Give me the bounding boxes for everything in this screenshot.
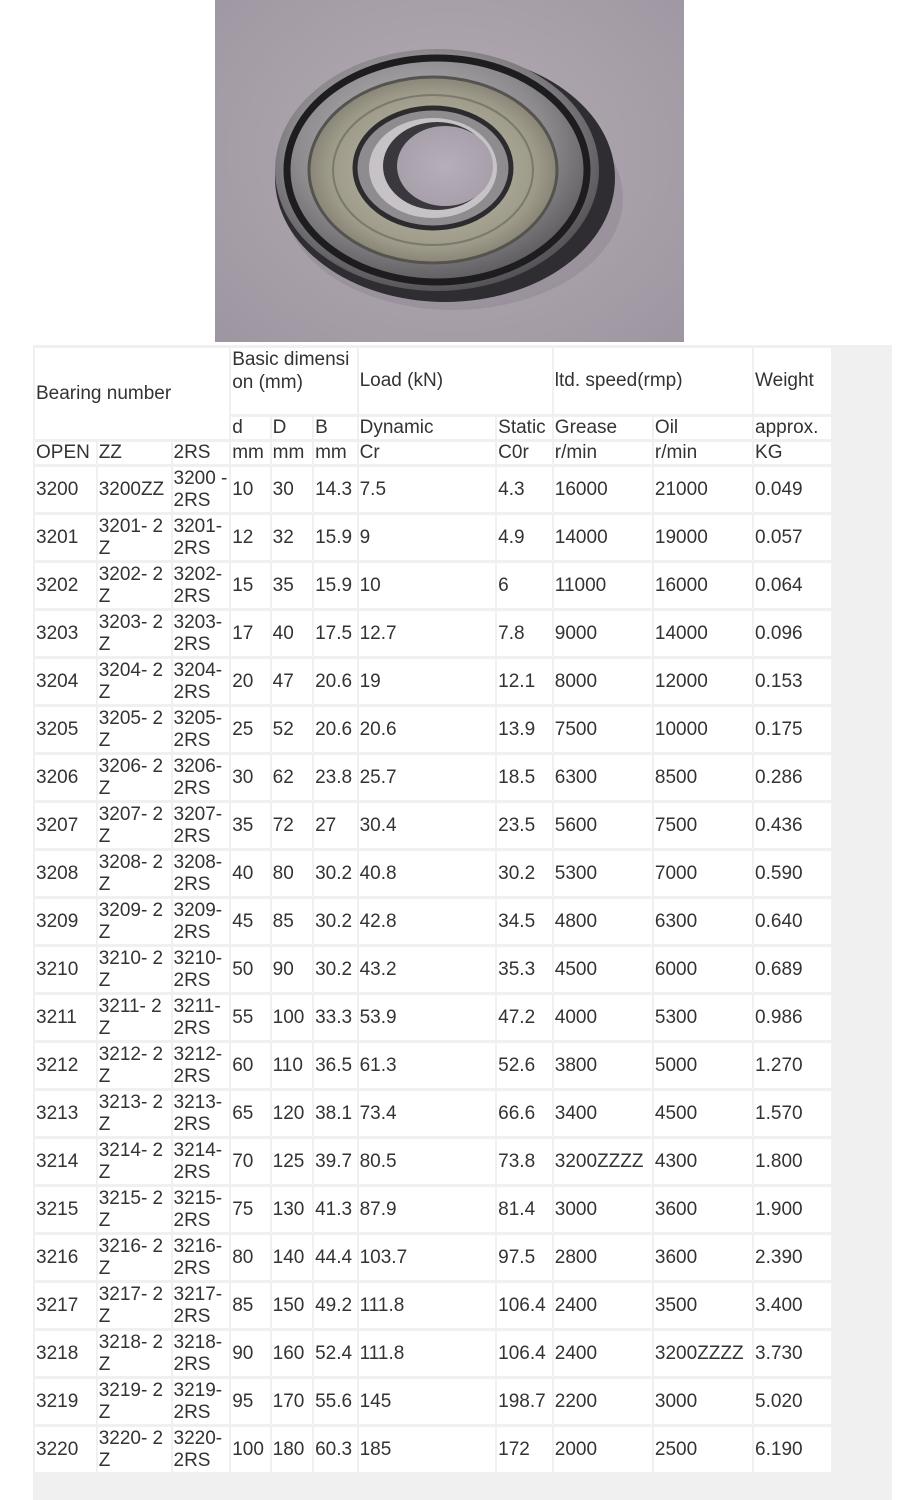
cell-grease: 5300	[554, 851, 652, 896]
cell-rs: 3217- 2RS	[173, 1283, 230, 1328]
cell-D: 62	[272, 755, 312, 800]
cell-D: 120	[272, 1091, 312, 1136]
cell-oil: 19000	[654, 515, 752, 560]
cell-grease: 6300	[554, 755, 652, 800]
header-bearing-number: Bearing number	[35, 348, 229, 439]
cell-cr: 61.3	[359, 1043, 496, 1088]
cell-D: 30	[272, 467, 312, 512]
header-mm-d: mm	[231, 442, 269, 464]
cell-cr: 53.9	[359, 995, 496, 1040]
cell-open: 3203	[35, 611, 96, 656]
cell-zz: 3219- 2Z	[98, 1379, 171, 1424]
cell-c0r: 13.9	[497, 707, 552, 752]
cell-grease: 4500	[554, 947, 652, 992]
cell-kg: 0.640	[754, 899, 831, 944]
cell-B: 30.2	[314, 947, 357, 992]
header-oil: Oil	[654, 417, 752, 439]
cell-zz: 3210- 2Z	[98, 947, 171, 992]
cell-d: 65	[231, 1091, 269, 1136]
cell-cr: 9	[359, 515, 496, 560]
cell-c0r: 172	[497, 1427, 552, 1472]
header-cr: Cr	[359, 442, 496, 464]
cell-D: 72	[272, 803, 312, 848]
cell-B: 49.2	[314, 1283, 357, 1328]
table-row	[35, 755, 831, 800]
header-approx: approx.	[754, 417, 831, 439]
cell-oil: 16000	[654, 563, 752, 608]
cell-oil: 8500	[654, 755, 752, 800]
cell-grease: 7500	[554, 707, 652, 752]
cell-open: 3208	[35, 851, 96, 896]
cell-zz: 3205- 2Z	[98, 707, 171, 752]
header-speed: ltd. speed(rmp)	[554, 348, 752, 414]
cell-grease: 2400	[554, 1331, 652, 1376]
cell-D: 90	[272, 947, 312, 992]
cell-grease: 9000	[554, 611, 652, 656]
header-load: Load (kN)	[359, 348, 552, 414]
cell-B: 33.3	[314, 995, 357, 1040]
cell-cr: 73.4	[359, 1091, 496, 1136]
cell-c0r: 7.8	[497, 611, 552, 656]
cell-cr: 42.8	[359, 899, 496, 944]
table-row	[35, 659, 831, 704]
cell-kg: 1.270	[754, 1043, 831, 1088]
cell-rs: 3208- 2RS	[173, 851, 230, 896]
header-B: B	[314, 417, 357, 439]
cell-rs: 3215- 2RS	[173, 1187, 230, 1232]
spec-table-container	[33, 345, 892, 1500]
cell-zz: 3212- 2Z	[98, 1043, 171, 1088]
header-open: OPEN	[35, 442, 96, 464]
cell-D: 130	[272, 1187, 312, 1232]
table-row	[35, 1043, 831, 1088]
table-row	[35, 707, 831, 752]
header-2rs: 2RS	[173, 442, 230, 464]
header-row-1	[35, 348, 831, 414]
table-row	[35, 1187, 831, 1232]
cell-zz: 3206- 2Z	[98, 755, 171, 800]
cell-kg: 0.286	[754, 755, 831, 800]
cell-rs: 3220- 2RS	[173, 1427, 230, 1472]
cell-c0r: 35.3	[497, 947, 552, 992]
cell-zz: 3201- 2Z	[98, 515, 171, 560]
cell-open: 3206	[35, 755, 96, 800]
cell-d: 20	[231, 659, 269, 704]
cell-oil: 14000	[654, 611, 752, 656]
cell-c0r: 4.3	[497, 467, 552, 512]
cell-oil: 12000	[654, 659, 752, 704]
cell-d: 70	[231, 1139, 269, 1184]
cell-grease: 14000	[554, 515, 652, 560]
cell-zz: 3211- 2Z	[98, 995, 171, 1040]
cell-kg: 0.153	[754, 659, 831, 704]
cell-open: 3200	[35, 467, 96, 512]
cell-open: 3210	[35, 947, 96, 992]
cell-rs: 3203- 2RS	[173, 611, 230, 656]
cell-zz: 3207- 2Z	[98, 803, 171, 848]
table-row	[35, 1139, 831, 1184]
header-row-3	[35, 442, 831, 464]
cell-grease: 11000	[554, 563, 652, 608]
cell-grease: 16000	[554, 467, 652, 512]
cell-oil: 3600	[654, 1187, 752, 1232]
cell-d: 12	[231, 515, 269, 560]
cell-kg: 0.057	[754, 515, 831, 560]
cell-zz: 3200ZZ	[98, 467, 171, 512]
header-kg: KG	[754, 442, 831, 464]
cell-oil: 4500	[654, 1091, 752, 1136]
cell-d: 90	[231, 1331, 269, 1376]
cell-oil: 7000	[654, 851, 752, 896]
cell-cr: 145	[359, 1379, 496, 1424]
cell-rs: 3202- 2RS	[173, 563, 230, 608]
cell-kg: 3.730	[754, 1331, 831, 1376]
cell-oil: 2500	[654, 1427, 752, 1472]
cell-grease: 2000	[554, 1427, 652, 1472]
cell-D: 47	[272, 659, 312, 704]
cell-rs: 3214- 2RS	[173, 1139, 230, 1184]
cell-kg: 3.400	[754, 1283, 831, 1328]
cell-c0r: 66.6	[497, 1091, 552, 1136]
header-basic-dimension: Basic dimension (mm)	[231, 348, 356, 414]
cell-cr: 43.2	[359, 947, 496, 992]
cell-open: 3202	[35, 563, 96, 608]
cell-cr: 80.5	[359, 1139, 496, 1184]
cell-B: 27	[314, 803, 357, 848]
cell-c0r: 106.4	[497, 1331, 552, 1376]
cell-rs: 3200 -2RS	[173, 467, 228, 511]
cell-cr: 20.6	[359, 707, 496, 752]
cell-open: 3205	[35, 707, 96, 752]
cell-rs: 3205- 2RS	[173, 707, 230, 752]
cell-B: 15.9	[314, 563, 357, 608]
cell-D: 160	[272, 1331, 312, 1376]
cell-kg: 1.570	[754, 1091, 831, 1136]
bearing-spec-table	[33, 345, 833, 1475]
table-row	[35, 611, 831, 656]
cell-D: 180	[272, 1427, 312, 1472]
bearing-photo	[215, 0, 684, 342]
cell-open: 3201	[35, 515, 96, 560]
header-d: d	[231, 417, 269, 439]
cell-d: 95	[231, 1379, 269, 1424]
cell-rs: 3218- 2RS	[173, 1331, 230, 1376]
cell-cr: 7.5	[359, 467, 496, 512]
cell-grease: 5600	[554, 803, 652, 848]
cell-grease: 2400	[554, 1283, 652, 1328]
header-mm-B: mm	[314, 442, 357, 464]
cell-oil: 3600	[654, 1235, 752, 1280]
table-row	[35, 947, 831, 992]
cell-kg: 0.049	[754, 467, 831, 512]
cell-open: 3209	[35, 899, 96, 944]
cell-grease: 2800	[554, 1235, 652, 1280]
cell-cr: 111.8	[359, 1283, 496, 1328]
cell-c0r: 97.5	[497, 1235, 552, 1280]
cell-zz: 3217- 2Z	[98, 1283, 171, 1328]
cell-grease: 3800	[554, 1043, 652, 1088]
cell-zz: 3204- 2Z	[98, 659, 171, 704]
table-row	[35, 1091, 831, 1136]
cell-B: 20.6	[314, 707, 357, 752]
header-weight: Weight	[754, 348, 831, 414]
cell-cr: 19	[359, 659, 496, 704]
cell-d: 15	[231, 563, 269, 608]
cell-B: 30.2	[314, 899, 357, 944]
cell-zz: 3202- 2Z	[98, 563, 171, 608]
cell-B: 17.5	[314, 611, 357, 656]
cell-cr: 185	[359, 1427, 496, 1472]
header-dynamic: Dynamic	[359, 417, 496, 439]
header-rmin-oil: r/min	[654, 442, 752, 464]
cell-c0r: 23.5	[497, 803, 552, 848]
cell-grease: 8000	[554, 659, 652, 704]
cell-B: 38.1	[314, 1091, 357, 1136]
table-row	[35, 1283, 831, 1328]
cell-rs: 3209- 2RS	[173, 899, 230, 944]
cell-open: 3213	[35, 1091, 96, 1136]
cell-oil: 5000	[654, 1043, 752, 1088]
cell-d: 35	[231, 803, 269, 848]
cell-zz: 3209- 2Z	[98, 899, 171, 944]
cell-grease: 2200	[554, 1379, 652, 1424]
table-row	[35, 1235, 831, 1280]
cell-cr: 30.4	[359, 803, 496, 848]
cell-d: 85	[231, 1283, 269, 1328]
cell-rs: 3211- 2RS	[173, 995, 230, 1040]
table-row	[35, 467, 831, 512]
cell-open: 3218	[35, 1331, 96, 1376]
cell-B: 52.4	[314, 1331, 357, 1376]
cell-oil: 3200ZZZZ	[654, 1331, 752, 1376]
cell-c0r: 47.2	[497, 995, 552, 1040]
cell-kg: 0.175	[754, 707, 831, 752]
cell-cr: 12.7	[359, 611, 496, 656]
table-row	[35, 1379, 831, 1424]
cell-open: 3219	[35, 1379, 96, 1424]
cell-zz: 3203- 2Z	[98, 611, 171, 656]
cell-d: 45	[231, 899, 269, 944]
cell-kg: 0.590	[754, 851, 831, 896]
cell-grease: 4000	[554, 995, 652, 1040]
table-row	[35, 515, 831, 560]
cell-d: 10	[231, 467, 269, 512]
cell-d: 80	[231, 1235, 269, 1280]
cell-c0r: 81.4	[497, 1187, 552, 1232]
bearing-image	[215, 0, 684, 342]
table-row	[35, 851, 831, 896]
cell-open: 3214	[35, 1139, 96, 1184]
cell-B: 39.7	[314, 1139, 357, 1184]
cell-c0r: 34.5	[497, 899, 552, 944]
cell-d: 60	[231, 1043, 269, 1088]
cell-rs: 3206- 2RS	[173, 755, 230, 800]
cell-d: 55	[231, 995, 269, 1040]
cell-rs: 3204- 2RS	[173, 659, 230, 704]
cell-oil: 10000	[654, 707, 752, 752]
header-grease: Grease	[554, 417, 652, 439]
cell-kg: 2.390	[754, 1235, 831, 1280]
cell-rs: 3219- 2RS	[173, 1379, 230, 1424]
cell-open: 3212	[35, 1043, 96, 1088]
cell-zz: 3218- 2Z	[98, 1331, 171, 1376]
cell-c0r: 12.1	[497, 659, 552, 704]
cell-B: 41.3	[314, 1187, 357, 1232]
cell-zz: 3213- 2Z	[98, 1091, 171, 1136]
cell-zz: 3215- 2Z	[98, 1187, 171, 1232]
cell-rs: 3216- 2RS	[173, 1235, 230, 1280]
cell-B: 15.9	[314, 515, 357, 560]
cell-oil: 7500	[654, 803, 752, 848]
header-mm-D: mm	[272, 442, 312, 464]
cell-open: 3217	[35, 1283, 96, 1328]
cell-D: 125	[272, 1139, 312, 1184]
cell-D: 80	[272, 851, 312, 896]
cell-c0r: 18.5	[497, 755, 552, 800]
cell-kg: 5.020	[754, 1379, 831, 1424]
cell-zz: 3214- 2Z	[98, 1139, 171, 1184]
cell-D: 52	[272, 707, 312, 752]
table-row	[35, 1331, 831, 1376]
cell-c0r: 6	[497, 563, 552, 608]
table-body	[35, 467, 831, 1472]
cell-B: 55.6	[314, 1379, 357, 1424]
cell-cr: 111.8	[359, 1331, 496, 1376]
table-row	[35, 995, 831, 1040]
cell-grease: 3200ZZZZ	[554, 1139, 652, 1184]
cell-grease: 3400	[554, 1091, 652, 1136]
cell-B: 44.4	[314, 1235, 357, 1280]
cell-oil: 3500	[654, 1283, 752, 1328]
cell-c0r: 73.8	[497, 1139, 552, 1184]
cell-B: 14.3	[314, 467, 357, 512]
cell-oil: 21000	[654, 467, 752, 512]
cell-rs: 3212- 2RS	[173, 1043, 230, 1088]
cell-c0r: 30.2	[497, 851, 552, 896]
cell-open: 3211	[35, 995, 96, 1040]
cell-zz: 3208- 2Z	[98, 851, 171, 896]
cell-cr: 87.9	[359, 1187, 496, 1232]
cell-rs: 3213- 2RS	[173, 1091, 230, 1136]
cell-D: 40	[272, 611, 312, 656]
table-row	[35, 563, 831, 608]
cell-open: 3215	[35, 1187, 96, 1232]
cell-oil: 6000	[654, 947, 752, 992]
cell-kg: 6.190	[754, 1427, 831, 1472]
cell-kg: 1.800	[754, 1139, 831, 1184]
cell-cr: 25.7	[359, 755, 496, 800]
cell-B: 23.8	[314, 755, 357, 800]
cell-kg: 0.436	[754, 803, 831, 848]
header-static: Static	[497, 417, 552, 439]
cell-oil: 5300	[654, 995, 752, 1040]
cell-B: 20.6	[314, 659, 357, 704]
cell-d: 50	[231, 947, 269, 992]
cell-D: 100	[272, 995, 312, 1040]
cell-d: 30	[231, 755, 269, 800]
cell-open: 3220	[35, 1427, 96, 1472]
cell-kg: 0.986	[754, 995, 831, 1040]
cell-B: 60.3	[314, 1427, 357, 1472]
table-row	[35, 899, 831, 944]
cell-c0r: 106.4	[497, 1283, 552, 1328]
header-rmin-grease: r/min	[554, 442, 652, 464]
header-zz: ZZ	[98, 442, 171, 464]
header-c0r: C0r	[497, 442, 552, 464]
cell-D: 32	[272, 515, 312, 560]
table-row	[35, 803, 831, 848]
cell-kg: 0.689	[754, 947, 831, 992]
cell-cr: 40.8	[359, 851, 496, 896]
cell-grease: 3000	[554, 1187, 652, 1232]
cell-d: 25	[231, 707, 269, 752]
cell-open: 3207	[35, 803, 96, 848]
cell-cr: 10	[359, 563, 496, 608]
cell-oil: 4300	[654, 1139, 752, 1184]
cell-c0r: 198.7	[497, 1379, 552, 1424]
cell-grease: 4800	[554, 899, 652, 944]
cell-B: 30.2	[314, 851, 357, 896]
cell-rs: 3201- 2RS	[173, 515, 230, 560]
cell-D: 110	[272, 1043, 312, 1088]
cell-d: 75	[231, 1187, 269, 1232]
cell-c0r: 4.9	[497, 515, 552, 560]
cell-D: 150	[272, 1283, 312, 1328]
cell-rs: 3207- 2RS	[173, 803, 230, 848]
header-D: D	[272, 417, 312, 439]
cell-c0r: 52.6	[497, 1043, 552, 1088]
cell-d: 17	[231, 611, 269, 656]
cell-open: 3204	[35, 659, 96, 704]
cell-oil: 3000	[654, 1379, 752, 1424]
cell-d: 40	[231, 851, 269, 896]
cell-D: 85	[272, 899, 312, 944]
cell-d: 100	[231, 1427, 269, 1472]
cell-kg: 1.900	[754, 1187, 831, 1232]
cell-D: 170	[272, 1379, 312, 1424]
cell-kg: 0.096	[754, 611, 831, 656]
cell-D: 35	[272, 563, 312, 608]
cell-D: 140	[272, 1235, 312, 1280]
cell-kg: 0.064	[754, 563, 831, 608]
cell-cr: 103.7	[359, 1235, 496, 1280]
cell-zz: 3220- 2Z	[98, 1427, 171, 1472]
table-row	[35, 1427, 831, 1472]
cell-B: 36.5	[314, 1043, 357, 1088]
cell-rs: 3210- 2RS	[173, 947, 230, 992]
cell-open: 3216	[35, 1235, 96, 1280]
cell-oil: 6300	[654, 899, 752, 944]
cell-zz: 3216- 2Z	[98, 1235, 171, 1280]
